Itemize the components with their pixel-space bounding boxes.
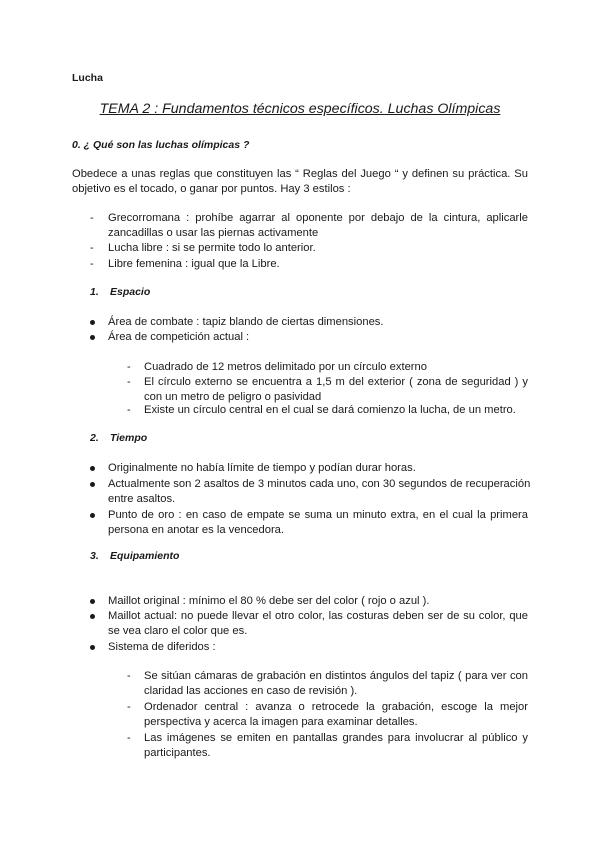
style-item-grecorromana-line-1: Grecorromana : prohíbe agarrar al oponente por debajo de la cintura, aplicarle: [108, 212, 528, 224]
equipamiento-subitem-imagenes-line-1: Las imágenes se emiten en pantallas grandes para involucrar al público y: [144, 732, 528, 744]
espacio-subitem-cuadrado: Cuadrado de 12 metros delimitado por un círculo externo: [144, 361, 427, 373]
tiempo-bullet-original: Originalmente no había límite de tiempo y podían durar horas.: [108, 462, 416, 474]
page-title: TEMA 2 : Fundamentos técnicos específicos. Luchas Olímpicas: [99, 101, 501, 117]
style-item-lucha-libre: Lucha libre : si se permite todo lo anterior.: [108, 242, 316, 254]
espacio-subitem-circulo-central: Existe un círculo central en el cual se dará comienzo la lucha, de un metro.: [144, 404, 516, 416]
equipamiento-bullet-maillot-actual-line-1: Maillot actual: no puede llevar el otro color, las costuras deben ser de su color, que: [108, 610, 528, 622]
tiempo-bullet-actual-line-1: Actualmente son 2 asaltos de 3 minutos cada uno, con 30 segundos de recuperación: [108, 478, 531, 490]
equipamiento-bullet-sistema-diferidos: Sistema de diferidos :: [108, 641, 216, 653]
style-item-grecorromana-line-2: zancadillas o usar las piernas activamente: [108, 227, 319, 239]
dash-marker: -: [127, 376, 131, 388]
bullet-marker: [90, 482, 95, 487]
section-heading-tiempo: 2. Tiempo: [90, 432, 148, 444]
bullet-marker: [90, 466, 95, 471]
espacio-bullet-area-competicion: Área de competición actual :: [108, 331, 250, 343]
dash-marker: -: [127, 732, 131, 744]
espacio-subitem-circulo-externo-line-1: El círculo externo se encuentra a 1,5 m del exterior ( zona de seguridad ) y: [144, 376, 528, 388]
espacio-bullet-area-combate: Área de combate : tapiz blando de ciertas dimensiones.: [108, 316, 384, 328]
bullet-marker: [90, 599, 95, 604]
intro-line-2: objetivo es el tocado, o ganar por puntos. Hay 3 estilos :: [72, 183, 351, 195]
equipamiento-bullet-maillot-actual-line-2: se vea claro el color que es.: [108, 625, 248, 637]
equipamiento-subitem-imagenes-line-2: participantes.: [144, 747, 211, 759]
bullet-marker: [90, 320, 95, 325]
bullet-marker: [90, 645, 95, 650]
bullet-marker: [90, 513, 95, 518]
document-header: Lucha: [72, 72, 103, 84]
dash-marker: -: [127, 670, 131, 682]
tiempo-bullet-punto-oro-line-2: persona en anotar es la vencedora.: [108, 524, 285, 536]
dash-marker: -: [127, 361, 131, 373]
dash-marker: -: [90, 258, 94, 270]
bullet-marker: [90, 335, 95, 340]
equipamiento-subitem-camaras-line-2: claridad las acciones en caso de revisión ).: [144, 685, 358, 697]
section-heading-espacio: 1. Espacio: [90, 286, 151, 298]
bullet-marker: [90, 614, 95, 619]
dash-marker: -: [127, 404, 131, 416]
equipamiento-subitem-camaras-line-1: Se sitúan cámaras de grabación en distintos ángulos del tapiz ( para ver con: [144, 670, 528, 682]
equipamiento-subitem-ordenador-line-1: Ordenador central : avanza o retrocede la grabación, escoge la mejor: [144, 701, 528, 713]
tiempo-bullet-punto-oro-line-1: Punto de oro : en caso de empate se suma un minuto extra, en el cual la primera: [108, 509, 528, 521]
style-item-libre-femenina: Libre femenina : igual que la Libre.: [108, 258, 280, 270]
intro-line-1: Obedece a unas reglas que constituyen las “ Reglas del Juego “ y definen su práctica. Su: [72, 168, 528, 180]
dash-marker: -: [90, 242, 94, 254]
equipamiento-bullet-maillot-original: Maillot original : mínimo el 80 % debe ser del color ( rojo o azul ).: [108, 595, 430, 607]
question-heading: 0. ¿ Qué son las luchas olímpicas ?: [72, 139, 250, 151]
tiempo-bullet-actual-line-2: entre asaltos.: [108, 493, 176, 505]
equipamiento-subitem-ordenador-line-2: perspectiva y acerca la imagen para examinar detalles.: [144, 716, 418, 728]
espacio-subitem-circulo-externo-line-2: con un metro de peligro o pasividad: [144, 391, 322, 403]
section-heading-equipamiento: 3. Equipamiento: [90, 550, 180, 562]
dash-marker: -: [90, 212, 94, 224]
dash-marker: -: [127, 701, 131, 713]
